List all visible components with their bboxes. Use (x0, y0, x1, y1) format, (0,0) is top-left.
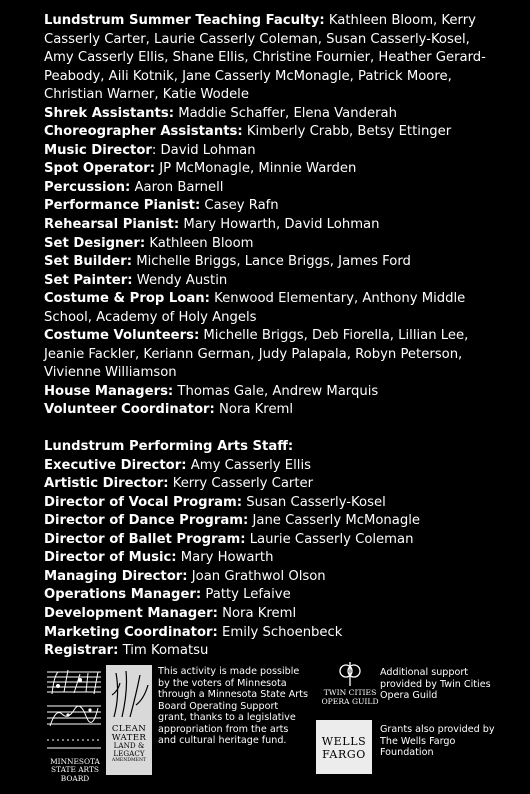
credit-names: Nora Kreml (219, 402, 294, 418)
legacy-amendment-logo-icon (106, 665, 152, 723)
credit-role: Volunteer Coordinator: (44, 402, 215, 418)
credit-names: Kimberly Crabb, Betsy Ettinger (246, 124, 452, 140)
credit-entry (44, 179, 502, 198)
credit-names: Kathleen Bloom (149, 235, 254, 251)
credit-names: Michelle Briggs, Deb Fiorella, Lillian Lee, Jeanie Fackler, Keriann German, Judy Palapala, Robyn Peterson, Vivienne Williamson (44, 328, 469, 381)
credits-list (44, 12, 502, 661)
staff-entry (44, 624, 502, 643)
staff-entry (44, 549, 502, 568)
credit-entry (44, 142, 502, 161)
staff-entry (44, 586, 502, 605)
credit-role: Music Director (44, 142, 152, 158)
staff-names: Susan Casserly-Kosel (246, 494, 386, 510)
staff-role: Development Manager: (44, 605, 218, 621)
credit-names: Kenwood Elementary, Anthony Middle School, Academy of Holy Angels (44, 291, 466, 325)
staff-entry (44, 605, 502, 624)
credit-names: Wendy Austin (136, 272, 228, 288)
credit-names: JP McMonagle, Minnie Warden (159, 161, 357, 177)
credit-entry (44, 160, 502, 179)
credit-names: Aaron Barnell (134, 179, 224, 195)
staff-role: Registrar: (44, 643, 119, 659)
staff-heading-text: Lundstrum Performing Arts Staff: (44, 439, 294, 455)
credit-role: Performance Pianist: (44, 198, 201, 214)
staff-role: Executive Director: (44, 457, 187, 473)
faculty-label: Lundstrum Summer Teaching Faculty: (44, 13, 325, 28)
credit-role: Costume & Prop Loan: (44, 291, 210, 307)
staff-entry (44, 512, 502, 531)
credit-entry (44, 290, 502, 327)
credit-names: Michelle Briggs, Lance Briggs, James Ford (136, 254, 411, 270)
credit-role: Percussion: (44, 179, 131, 195)
section-spacer (44, 420, 502, 438)
opera-guild-note: Additional support provided by Twin Cities Opera Guild (380, 667, 491, 701)
staff-names: Tim Komatsu (122, 643, 209, 659)
legacy-line4: LEGACY (113, 749, 145, 759)
mn-state-arts-board-wordmark (44, 758, 106, 783)
credit-role: Shrek Assistants: (44, 105, 174, 121)
credit-names: Maddie Schaffer, Elena Vanderah (178, 105, 397, 121)
credit-role: Choreographer Assistants: (44, 124, 243, 140)
twin-cities-opera-guild-logo-icon (330, 660, 370, 688)
credit-role: Set Painter: (44, 272, 133, 288)
wells-fargo-line1: WELLS (321, 735, 367, 748)
staff-role: Director of Vocal Program: (44, 494, 243, 510)
staff-names: Mary Howarth (180, 550, 274, 566)
credit-names: Thomas Gale, Andrew Marquis (177, 383, 379, 399)
legacy-amendment-logo (106, 665, 152, 775)
legacy-amendment-wordmark (106, 725, 152, 764)
staff-names: Jane Casserly McMonagle (252, 513, 420, 529)
staff-names: Amy Casserly Ellis (190, 457, 311, 473)
credit-names: Mary Howarth, David Lohman (183, 217, 380, 233)
staff-entry (44, 475, 502, 494)
faculty-names: Kathleen Bloom, Kerry Casserly Carter, Laurie Casserly Coleman, Susan Casserly-Kosel, Amy Casserly Ellis, Shane Ellis, Christine Fournier, Heather Gerard-Peabody, Aili Kotnik, Jane Casserly McMonagle, Patrick Moore, Christian Warner, Katie Wodele (44, 13, 486, 103)
legacy-line5: AMENDMENT (111, 758, 147, 764)
opera-guild-line1: TWIN CITIES (323, 688, 377, 697)
credit-entry (44, 383, 502, 402)
staff-names: Laurie Casserly Coleman (249, 531, 414, 547)
staff-names: Nora Kreml (222, 605, 297, 621)
credit-entry (44, 216, 502, 235)
credit-names: Casey Rafn (204, 198, 279, 214)
credit-role: Rehearsal Pianist: (44, 217, 180, 233)
staff-role: Managing Director: (44, 568, 188, 584)
credit-entry (44, 235, 502, 254)
credit-role: Set Builder: (44, 254, 132, 270)
credit-entry (44, 272, 502, 291)
staff-entry (44, 642, 502, 661)
staff-names: Kerry Casserly Carter (172, 476, 314, 492)
staff-role: Director of Dance Program: (44, 513, 249, 529)
credit-entry (44, 253, 502, 272)
credit-role: House Managers: (44, 383, 174, 399)
wells-fargo-note: Grants also provided by The Wells Fargo Foundation (380, 724, 495, 758)
legacy-line3: LAND & (113, 741, 145, 751)
credit-role: Costume Volunteers: (44, 328, 200, 344)
legacy-line2: WATER (111, 732, 147, 743)
mn-board-line2: STATE ARTS BOARD (51, 765, 99, 783)
staff-entry (44, 494, 502, 513)
staff-role: Director of Ballet Program: (44, 531, 246, 547)
staff-names: Emily Schoenbeck (222, 624, 343, 640)
opera-guild-wordmark (318, 688, 382, 706)
credit-entry (44, 105, 502, 124)
credit-role: Spot Operator: (44, 161, 156, 177)
sponsor-footer (0, 660, 530, 794)
staff-names: Joan Grathwol Olson (191, 568, 326, 584)
wells-fargo-logo (316, 720, 372, 774)
credit-names: : David Lohman (151, 142, 256, 158)
staff-role: Director of Music: (44, 550, 177, 566)
arts-board-notice: This activity is made possible by the voters of Minnesota through a Minnesota State Arts Board Operating Support grant, thanks to a legislative appropriation from the arts and cultural heritage fund. (158, 666, 308, 747)
staff-heading (44, 438, 502, 457)
credit-entry (44, 401, 502, 420)
wells-fargo-line2: FARGO (322, 748, 366, 761)
staff-role: Marketing Coordinator: (44, 624, 218, 640)
staff-role: Operations Manager: (44, 587, 202, 603)
mn-board-line1: MINNESOTA (50, 757, 100, 766)
staff-names: Patty Lefaive (205, 587, 291, 603)
faculty-entry (44, 12, 502, 105)
credit-entry (44, 123, 502, 142)
opera-guild-line2: OPERA GUILD (321, 697, 379, 706)
credit-role: Set Designer: (44, 235, 146, 251)
staff-entry (44, 568, 502, 587)
staff-role: Artistic Director: (44, 476, 169, 492)
staff-entry (44, 457, 502, 476)
legacy-line1: CLEAN (111, 724, 147, 734)
staff-entry (44, 531, 502, 550)
credit-entry (44, 327, 502, 383)
credit-entry (44, 197, 502, 216)
